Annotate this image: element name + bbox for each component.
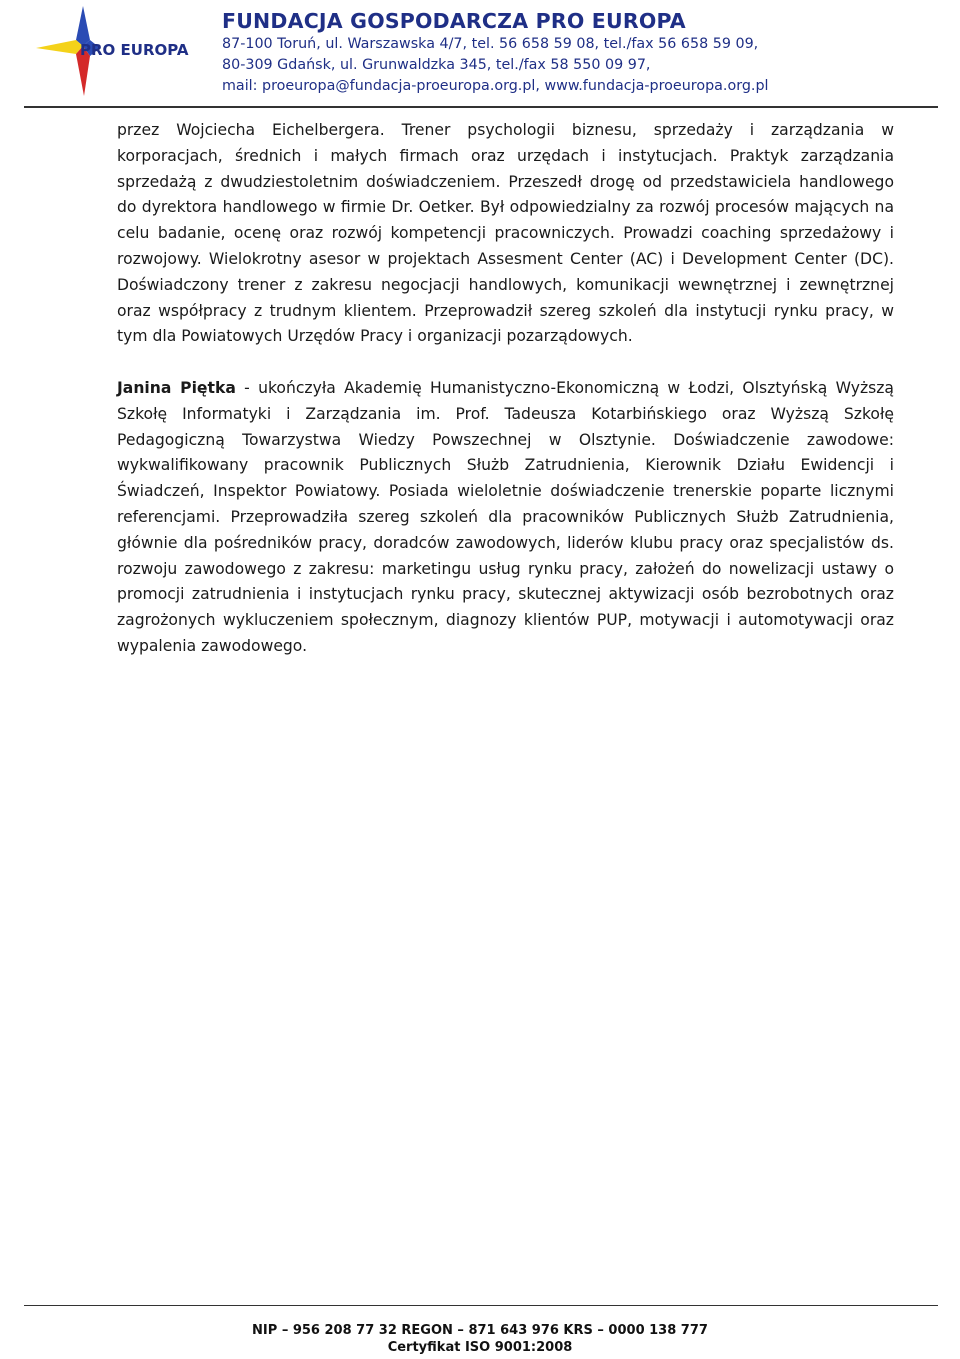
paragraph-pietka-bio	[117, 376, 894, 660]
paragraph-pietka-text: - ukończyła Akademię Humanistyczno-Ekonomiczną w Łodzi, Olsztyńską Wyższą Szkołę Informatyki i Zarządzania im. Prof. Tadeusza Kotarbińskiego oraz Wyższą Szkołę Pedagogiczną Towarzystwa Wiedzy Powszechnej w Olsztynie. Doświadczenie zawodowe: wykwalifikowany pracownik Publicznych Służb Zatrudnienia, Kierownik Działu Ewidencji i Świadczeń, Inspektor Powiatowy. Posiada wieloletnie doświadczenie trenerskie poparte licznymi referencjami. Przeprowadziła szereg szkoleń dla pracowników Publicznych Służb Zatrudnienia, głównie dla pośredników pracy, doradców zawodowych, liderów klubu pracy oraz specjalistów ds. rozwoju zawodowego z zakresu: marketingu usług rynku pracy, założeń do nowelizacji ustawy o promocji zatrudnienia i instytucjach rynku pracy, skutecznej aktywizacji osób bezrobotnych oraz zagrożonych wykluczeniem społecznym, diagnozy klientów PUP, motywacji i automotywacji oraz wypalenia zawodowego.	[117, 378, 894, 655]
organization-info	[222, 8, 942, 97]
page-footer	[0, 1322, 960, 1356]
contact-email-website: mail: proeuropa@fundacja-proeuropa.org.pl, www.fundacja-proeuropa.org.pl	[222, 78, 769, 94]
registration-numbers: NIP – 956 208 77 32 REGON – 871 643 976 KRS – 0000 138 777	[252, 1323, 708, 1338]
logo-text: PRO EUROPA	[80, 41, 189, 59]
iso-certificate: Certyfikat ISO 9001:2008	[387, 1340, 573, 1355]
paragraph-eichelberger-bio: przez Wojciecha Eichelbergera. Trener psychologii biznesu, sprzedaży i zarządzania w korporacjach, średnich i małych firmach oraz urzędach i instytucjach. Praktyk zarządzania sprzedażą z dwudziestoletnim doświadczeniem. Przeszedł drogę od przedstawiciela handlowego do dyrektora handlowego w firmie Dr. Oetker. Był odpowiedzialny za rozwój procesów mających na celu badanie, ocenę oraz rozwój kompetencji pracowniczych. Prowadzi coaching sprzedażowy i rozwojowy. Wielokrotny asesor w projektach Assesment Center (AC) i Development Center (DC). Doświadczony trener z zakresu negocjacji handlowych, komunikacji wewnętrznej i zewnętrznej oraz współpracy z trudnym klientem. Przeprowadził szereg szkoleń dla instytucji rynku pracy, w tym dla Powiatowych Urzędów Pracy i organizacji pozarządowych.	[117, 121, 894, 346]
address-torun: 87-100 Toruń, ul. Warszawska 4/7, tel. 56 658 59 08, tel./fax 56 658 59 09,	[222, 36, 759, 52]
header-divider	[24, 106, 938, 108]
page-header	[0, 0, 960, 108]
document-body	[117, 118, 894, 660]
organization-name: FUNDACJA GOSPODARCZA PRO EUROPA	[222, 9, 686, 33]
pro-europa-logo	[36, 6, 196, 96]
person-name: Janina Piętka	[117, 378, 236, 397]
address-gdansk: 80-309 Gdańsk, ul. Grunwaldzka 345, tel./fax 58 550 09 97,	[222, 57, 651, 73]
footer-divider	[24, 1305, 938, 1306]
